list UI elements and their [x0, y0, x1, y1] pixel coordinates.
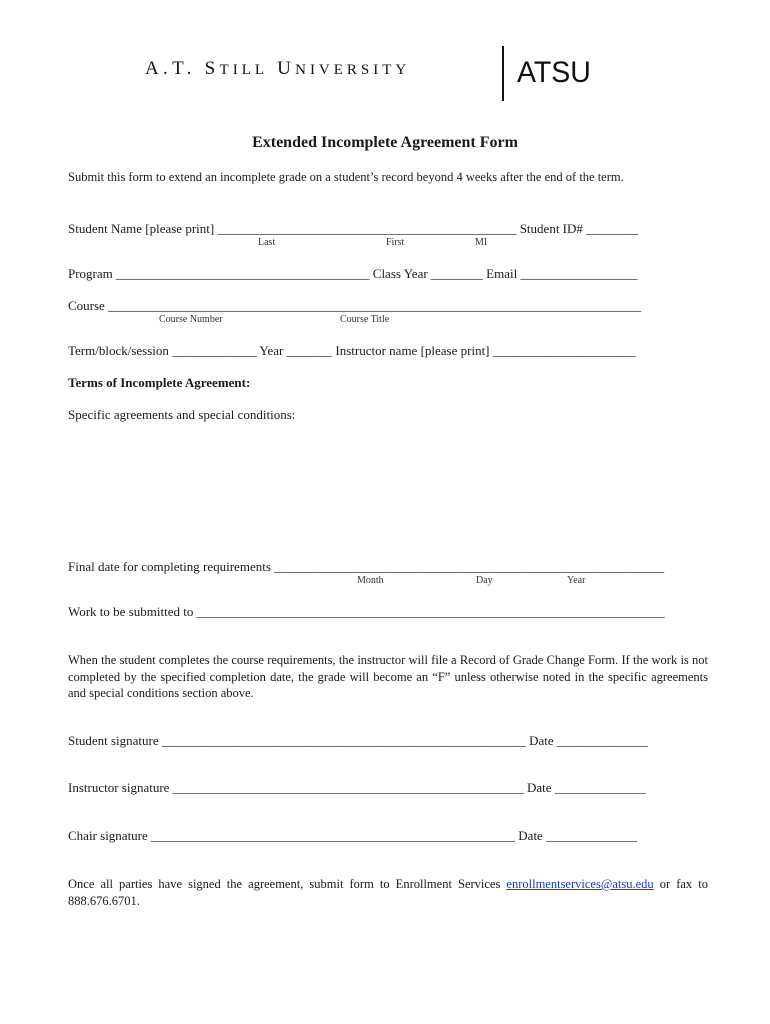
- logo-divider: [502, 46, 504, 101]
- sublabel-year: Year: [567, 575, 586, 586]
- footer-text-fax: or fax to 888.676.6701.: [68, 877, 708, 908]
- instructor-signature-field[interactable]: Instructor signature ______________________________________________________ Date ______________: [68, 780, 646, 795]
- sublabel-course-title: Course Title: [340, 314, 390, 325]
- terms-heading: Terms of Incomplete Agreement:: [68, 375, 251, 390]
- submission-instructions: [68, 876, 708, 909]
- logo-text-part: U: [268, 58, 296, 79]
- sublabel-last: Last: [258, 237, 276, 248]
- form-intro: Submit this form to extend an incomplete grade on a student’s record beyond 4 weeks after the end of the term.: [68, 170, 624, 184]
- specific-agreements-label: Specific agreements and special conditions:: [68, 407, 296, 422]
- work-submitted-field[interactable]: Work to be submitted to ________________________________________________________________________: [68, 604, 665, 619]
- completion-paragraph: When the student completes the course requirements, the instructor will file a Record of Grade Change Form. If the work is not completed by the specified completion date, the grade will become an “F” unless otherwise noted in the specific agreements and special conditions section above.: [68, 653, 708, 700]
- logo-text-part: NIVERSITY: [295, 62, 411, 78]
- sublabel-month: Month: [357, 575, 384, 586]
- logo-text-part: TILL: [219, 62, 269, 78]
- sublabel-first: First: [386, 237, 405, 248]
- specific-agreements-area[interactable]: [68, 428, 698, 548]
- form-title: Extended Incomplete Agreement Form: [252, 134, 518, 151]
- enrollment-email-link[interactable]: enrollmentservices@atsu.edu: [506, 877, 654, 891]
- course-field[interactable]: Course __________________________________________________________________________________: [68, 298, 642, 313]
- student-name-field[interactable]: Student Name [please print] ______________________________________________ Student ID# ________: [68, 221, 639, 236]
- footer-text: Once all parties have signed the agreement, submit form to Enrollment Services: [68, 877, 507, 891]
- logo-text-part: A.T. S: [145, 58, 220, 79]
- chair-signature-field[interactable]: Chair signature ________________________________________________________ Date ______________: [68, 828, 638, 843]
- university-name-logo: [145, 58, 410, 80]
- student-signature-field[interactable]: Student signature ________________________________________________________ Date ______________: [68, 733, 648, 748]
- term-field[interactable]: Term/block/session _____________ Year _______ Instructor name [please print] ______________________: [68, 343, 636, 358]
- sublabel-course-number: Course Number: [159, 314, 223, 325]
- program-field[interactable]: Program _______________________________________ Class Year ________ Email __________________: [68, 266, 638, 281]
- final-date-field[interactable]: Final date for completing requirements ____________________________________________________________: [68, 559, 665, 574]
- brand-abbrev-logo: ATSU: [517, 56, 591, 89]
- sublabel-mi: MI: [475, 237, 488, 248]
- sublabel-day: Day: [476, 575, 493, 586]
